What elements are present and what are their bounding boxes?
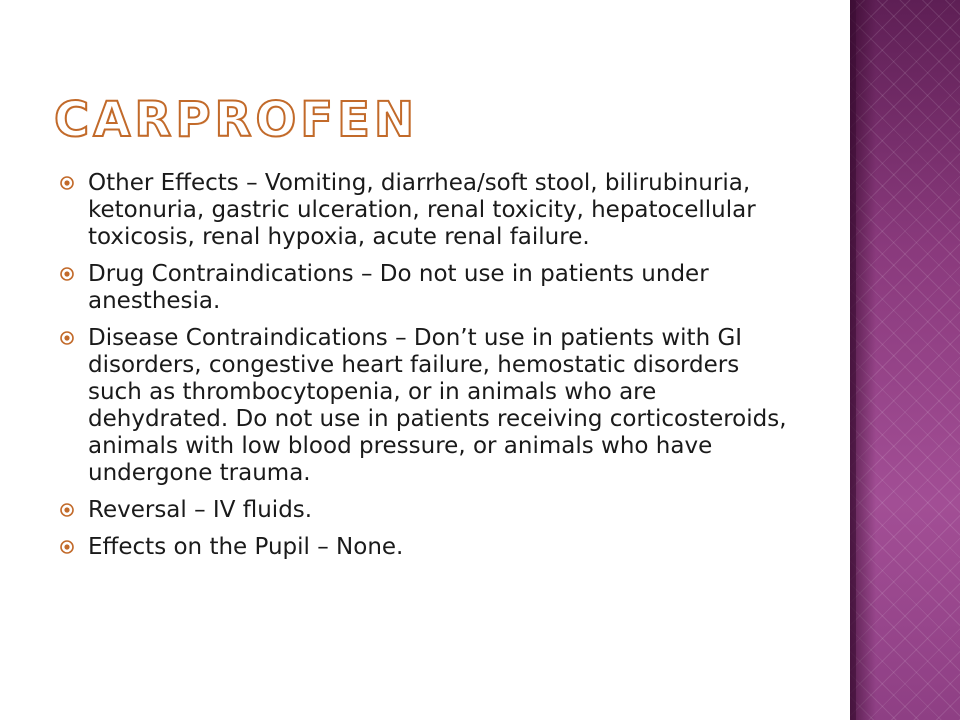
circled-dot-icon	[60, 176, 74, 190]
circled-dot-icon	[60, 503, 74, 517]
circled-dot-icon	[60, 267, 74, 281]
circled-dot-icon	[60, 331, 74, 345]
bullet-text: Drug Contraindications – Do not use in patients under anesthesia.	[88, 261, 709, 314]
bullet-list	[60, 170, 800, 571]
bullet-text: Effects on the Pupil – None.	[88, 534, 404, 560]
bullet-text: Reversal – IV fluids.	[88, 497, 313, 523]
bullet-item-disease-contraindications	[60, 325, 800, 487]
bullet-item-drug-contraindications	[60, 261, 800, 315]
circled-dot-icon	[60, 540, 74, 554]
bullet-item-reversal	[60, 497, 800, 524]
bullet-item-other-effects	[60, 170, 800, 251]
bullet-text: Disease Contraindications – Don’t use in patients with GI disorders, congestive heart failure, hemostatic disorders such as thrombocytopenia, or in animals who are dehydrated. Do not use in patients receiving corticosteroids, animals with low blood pressure, or animals who have undergone trauma.	[88, 325, 787, 486]
slide-title: CARPROFEN	[54, 92, 419, 148]
bullet-text: Other Effects – Vomiting, diarrhea/soft stool, bilirubinuria, ketonuria, gastric ulceration, renal toxicity, hepatocellular toxicosis, renal hypoxia, acute renal failure.	[88, 170, 756, 250]
bullet-item-effects-on-pupil	[60, 534, 800, 561]
decorative-side-band	[850, 0, 960, 720]
